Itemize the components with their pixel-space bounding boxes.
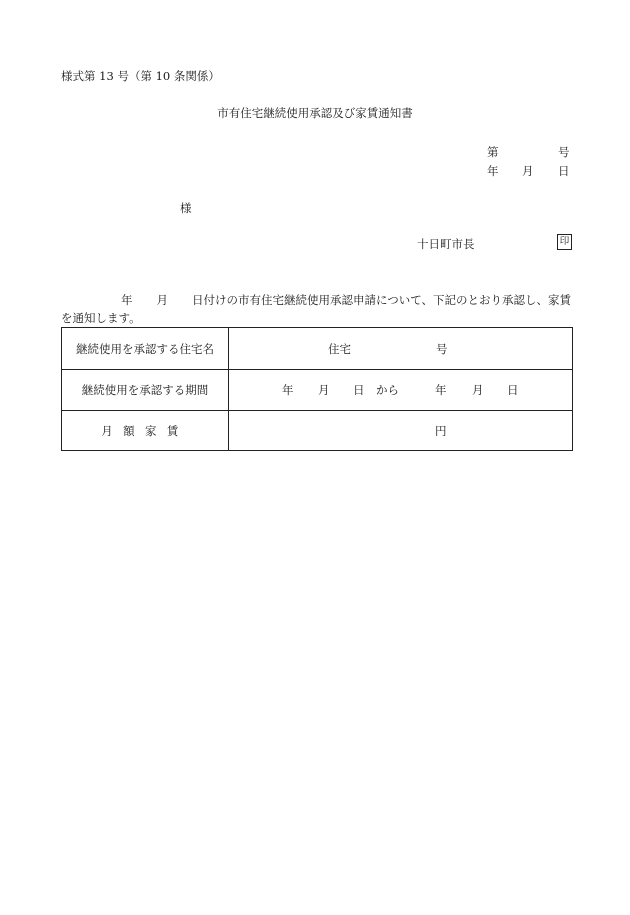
- housing-number-suffix: 号: [436, 341, 448, 356]
- rent-unit: 円: [435, 423, 447, 438]
- seal-mark: 印: [557, 234, 572, 250]
- period-from-month: 月: [318, 383, 330, 397]
- issue-date-month: 月: [522, 164, 534, 178]
- sender-name: 十日町市長: [417, 237, 475, 251]
- period-from-year: 年: [282, 383, 294, 397]
- form-number: 様式第 13 号（第 10 条関係）: [61, 69, 220, 83]
- issue-date-year: 年: [487, 164, 499, 178]
- period-from-day: 日: [353, 383, 365, 397]
- housing-label: 継続使用を承認する住宅名: [62, 328, 229, 370]
- period-to-day: 日: [507, 383, 519, 397]
- period-kara: から: [376, 383, 399, 397]
- rent-label: 月額家賃: [101, 423, 189, 438]
- housing-word: 住宅: [328, 341, 351, 356]
- housing-value-cell: [229, 328, 573, 370]
- period-value-cell: [229, 370, 573, 411]
- rent-label-cell: [62, 411, 229, 451]
- table-row-housing: [62, 328, 573, 370]
- period-label: 継続使用を承認する期間: [62, 370, 229, 411]
- document-title: 市有住宅継続使用承認及び家賃通知書: [217, 106, 413, 120]
- details-table: [61, 327, 573, 451]
- body-paragraph: [61, 291, 573, 327]
- body-year: 年: [121, 293, 133, 307]
- doc-number-prefix: 第: [487, 145, 499, 159]
- doc-number-suffix: 号: [558, 145, 570, 159]
- issue-date-day: 日: [558, 164, 570, 178]
- rent-value-cell: [229, 411, 573, 451]
- body-text: 日付けの市有住宅継続使用承認申請について、下記のとおり承認し、家賃を通知します。: [61, 293, 572, 325]
- table-row-period: [62, 370, 573, 411]
- table-row-rent: [62, 411, 573, 451]
- period-to-year: 年: [435, 383, 447, 397]
- period-to-month: 月: [472, 383, 484, 397]
- addressee-honorific: 様: [180, 201, 192, 215]
- body-month: 月: [156, 293, 168, 307]
